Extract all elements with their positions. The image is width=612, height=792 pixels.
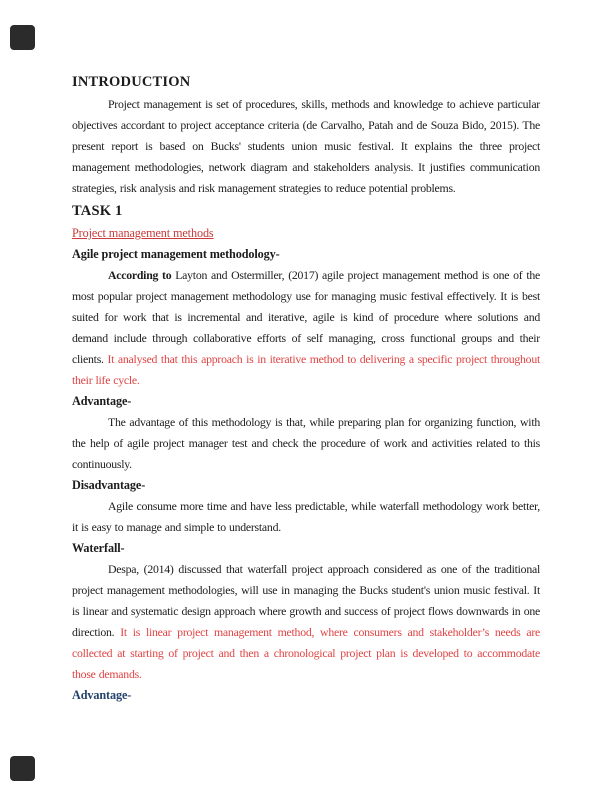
according-to-lead: According to [108, 268, 176, 282]
task1-heading: TASK 1 [72, 203, 123, 219]
agile-advantage-paragraph: The advantage of this methodology is that, while preparing plan for organizing function, with the help of agile project manager test and check the procedure of work and activities related to this continuously. [72, 415, 540, 471]
page-corner-marker-top [10, 25, 35, 50]
waterfall-paragraph-red-text: It is linear project management method, where consumers and stakeholder’s needs are collected at starting of project and then a chronological project plan is developed to accommodate those demands. [72, 625, 540, 681]
agile-methodology-heading: Agile project management methodology- [72, 247, 280, 261]
project-management-methods-link[interactable]: Project management methods [72, 226, 214, 240]
waterfall-heading: Waterfall- [72, 541, 125, 555]
agile-disadvantage-paragraph: Agile consume more time and have less predictable, while waterfall methodology work better, it is easy to manage and simple to understand. [72, 499, 540, 534]
introduction-heading: INTRODUCTION [72, 74, 191, 90]
agile-paragraph-black-text: Layton and Ostermiller, (2017) agile project management method is one of the most popular project management methodology use for managing music festival effectively. It is best suited for work that is incremental and iterative, agile is kind of procedure where solutions and demand include through collaborative efforts of self managing, cross functional groups and their clients. [72, 268, 540, 366]
introduction-paragraph: Project management is set of procedures, skills, methods and knowledge to achieve particular objectives accordant to project acceptance criteria (de Carvalho, Patah and de Souza Bido, 2015). The present report is based on Bucks' students union music festival. It explains the three project management methodologies, network diagram and stakeholders analysis. It justifies communication strategies, risk analysis and risk management strategies to reduce potential problems. [72, 97, 540, 195]
agile-disadvantage-heading: Disadvantage- [72, 478, 146, 492]
agile-paragraph [72, 265, 540, 391]
agile-advantage-heading: Advantage- [72, 394, 132, 408]
page-corner-marker-bottom [10, 756, 35, 781]
document-content [72, 70, 540, 706]
waterfall-advantage-heading: Advantage- [72, 688, 132, 702]
waterfall-paragraph-black-text: Despa, (2014) discussed that waterfall project approach considered as one of the traditional project management methodologies, will use in managing the Bucks student's union music festival. It is linear and systematic design approach where growth and success of project flows downwards in one direction. [72, 562, 540, 639]
waterfall-paragraph [72, 559, 540, 685]
agile-paragraph-red-text: It analysed that this approach is in iterative method to delivering a specific project throughout their life cycle. [72, 352, 540, 387]
